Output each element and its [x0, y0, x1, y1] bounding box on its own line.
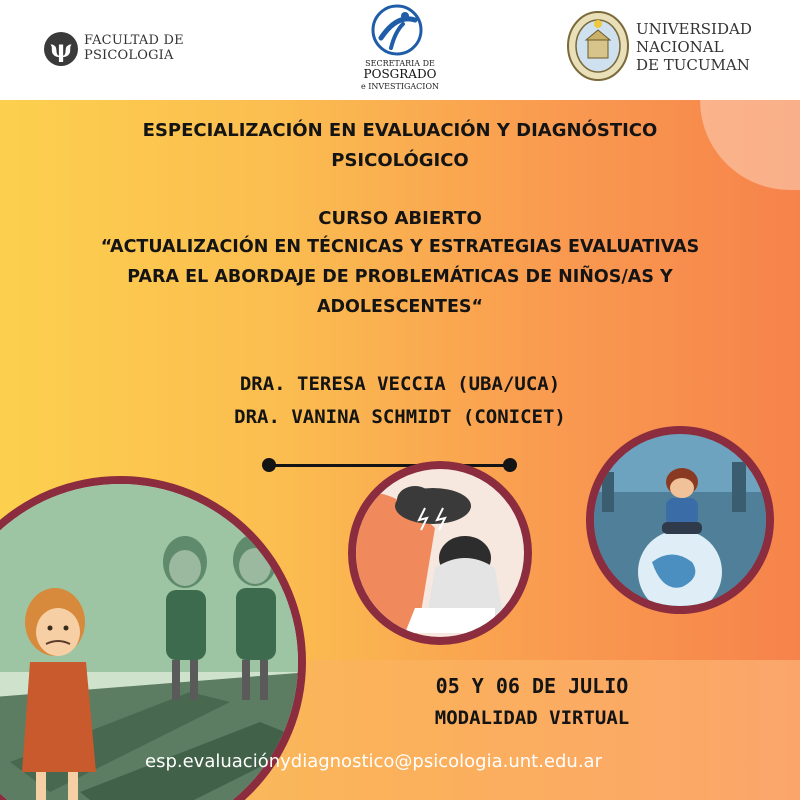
facultad-logo-line1: FACULTAD DE: [84, 33, 184, 48]
course-title-line3: ADOLESCENTES“: [316, 297, 484, 317]
child-on-planet-illustration: [582, 422, 778, 618]
header-logos: [0, 0, 800, 100]
event-dates: 05 Y 06 DE JULIO: [435, 674, 629, 698]
anxiety-illustration: [345, 458, 535, 648]
program-title: [0, 116, 800, 176]
program-title-line1: ESPECIALIZACIÓN EN EVALUACIÓN Y DIAGNÓSTICO: [142, 120, 658, 141]
unt-logo-line1: UNIVERSIDAD: [636, 20, 752, 38]
course-label: CURSO ABIERTO: [318, 208, 482, 229]
posgrado-logo-line3: e INVESTIGACION: [360, 82, 440, 91]
divider-dot-left: [262, 458, 276, 472]
psi-logo-icon: [44, 32, 78, 66]
posgrado-swoosh-icon: [371, 4, 423, 56]
unt-logo: [566, 10, 766, 86]
program-title-line2: PSICOLÓGICO: [331, 150, 469, 171]
unt-seal-icon: [566, 10, 630, 82]
speaker-2: DRA. VANINA SCHMIDT (CONICET): [234, 406, 566, 428]
posgrado-logo-line2: POSGRADO: [363, 67, 437, 81]
course-title-line2: PARA EL ABORDAJE DE PROBLEMÁTICAS DE NIÑOS/AS Y: [127, 267, 673, 287]
facultad-psicologia-logo: [44, 30, 204, 70]
facultad-logo-line2: PSICOLOGIA: [84, 48, 174, 63]
posgrado-logo-line1: SECRETARIA DE: [365, 59, 435, 68]
course-title: [0, 232, 800, 322]
event-modality: MODALIDAD VIRTUAL: [434, 707, 630, 729]
course-title-line1: “ACTUALIZACIÓN EN TÉCNICAS Y ESTRATEGIAS EVALUATIVAS: [100, 237, 700, 257]
speaker-1: DRA. TERESA VECCIA (UBA/UCA): [239, 373, 561, 395]
secretaria-posgrado-logo: [355, 4, 445, 98]
unt-logo-line2: NACIONAL: [636, 38, 724, 56]
unt-logo-line3: DE TUCUMAN: [636, 56, 750, 74]
contact-email[interactable]: esp.evaluaciónydiagnostico@psicologia.unt.edu.ar: [145, 751, 602, 772]
